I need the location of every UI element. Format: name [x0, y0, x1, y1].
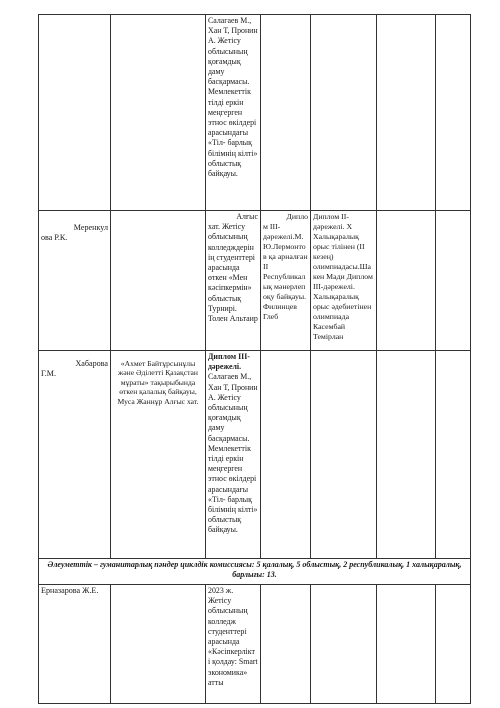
regional-award-cell	[206, 585, 261, 704]
teacher-name-cell	[39, 211, 111, 351]
award-title: Алғыс	[236, 212, 258, 221]
teacher-name-cell	[39, 351, 111, 559]
award-description: Салагаев М., Хан Т, Пронин А. Жетісу облысының қоғамдық даму басқармасы. Мемлекеттік тілді еркін меңгерген этнос өкілдері арасындағы «Тіл- барлық білімнің кілті» облыстық байқауы.	[208, 372, 258, 535]
teacher-name-cell	[39, 15, 111, 211]
empty-cell	[436, 351, 471, 559]
award-description: м ІІІ-дәрежелі.М. Ю.Лермонтов қа арналған ІІ Республикал ық мәнерлеп оқу байқауы. Филинцев Глеб	[263, 222, 308, 321]
topic-cell	[111, 351, 206, 559]
topic-cell	[111, 15, 206, 211]
regional-award-cell	[206, 15, 261, 211]
regional-award-text: Салагаев М., Хан Т, Пронин А. Жетісу облысының қоғамдық даму басқармасы. Мемлекеттік тілді еркін меңгерген этнос өкілдері арасындағы «Тіл- барлық білімнің кілті» облыстық байқауы.	[208, 16, 258, 179]
teacher-name-part-2: ова Р.К.	[41, 233, 68, 243]
republic-award-cell	[261, 585, 311, 704]
table-row	[39, 15, 471, 211]
empty-cell	[377, 211, 436, 351]
international-award-cell	[311, 585, 377, 704]
teacher-name-part-1: Хабарова	[75, 359, 108, 368]
city-contest-text: «Ахмет Байтұрсынұлы және Әділетті Қазақстан мұраты» тақырыбында өткен қалалық байқауы, Муса Жаннұр Алғыс хат.	[117, 359, 199, 406]
topic-cell	[111, 585, 206, 704]
commission-summary-row	[39, 559, 471, 585]
empty-cell	[436, 211, 471, 351]
international-award-cell	[311, 211, 377, 351]
empty-cell	[377, 15, 436, 211]
table-row	[39, 351, 471, 559]
teacher-name: Ерназарова Ж.Е.	[41, 586, 99, 595]
regional-award-cell	[206, 351, 261, 559]
award-description: Диплом ІІ-дәрежелі. Х Халықаралық орыс тілінен (ІІ кезең) олимпиадасы.Шакен Мади Диплом ІІІ-дәрежелі. Халықаралық орыс әдебиетінен олимпиада Касембай Темірлан	[313, 212, 373, 341]
empty-cell	[436, 585, 471, 704]
empty-cell	[377, 351, 436, 559]
award-description: 2023 ж. Жетісу облысының колледж студенттері арасында «Кәсіпкерлікт і қолдау: Smart экономика» атты	[208, 586, 258, 687]
table-row	[39, 211, 471, 351]
republic-award-cell	[261, 351, 311, 559]
republic-award-cell	[261, 211, 311, 351]
achievements-table	[38, 14, 471, 704]
republic-award-cell	[261, 15, 311, 211]
empty-cell	[436, 15, 471, 211]
commission-summary: Әлеуметтік – гуманитарлық пәндер циклдік комиссиясы: 5 қалалық, 5 облыстық, 2 республикалық, 1 халықаралық, барлығы: 13.	[39, 559, 471, 585]
regional-award-cell	[206, 211, 261, 351]
award-title: Дипло	[286, 212, 308, 221]
international-award-cell	[311, 351, 377, 559]
table-row	[39, 585, 471, 704]
teacher-name-cell	[39, 585, 111, 704]
teacher-name-part-2: Г.М.	[41, 369, 57, 379]
teacher-name-part-1: Меренкул	[73, 223, 108, 232]
topic-cell	[111, 211, 206, 351]
empty-cell	[377, 585, 436, 704]
international-award-cell	[311, 15, 377, 211]
award-title: Диплом ІІІ-дәрежелі.	[208, 352, 250, 372]
award-description: хат. Жетісу облысының колледждерін ің студенттері арасында өткен «Мен кәсіпкермін» облыстық Турнирі. Толен Альтаир	[208, 222, 258, 324]
